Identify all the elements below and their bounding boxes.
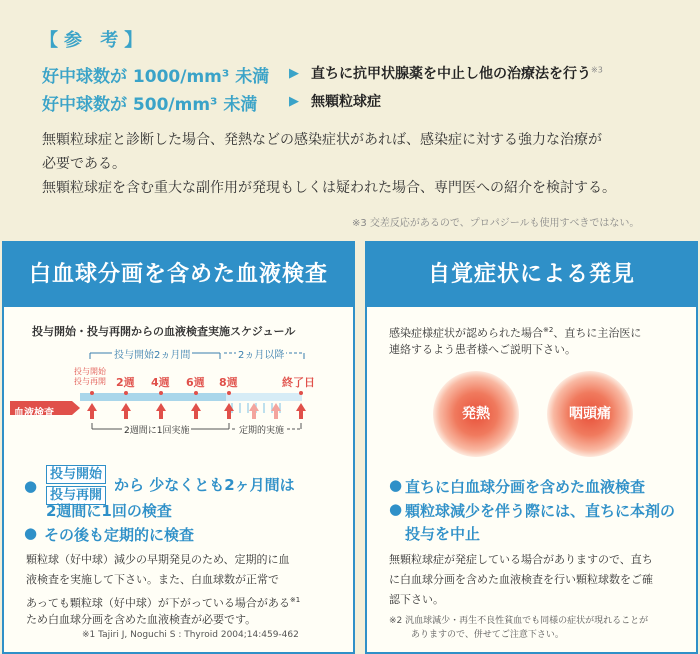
panel-header: 白血球分画を含めた血液検査 bbox=[4, 243, 353, 307]
bullet-2-text: 顆粒球減少を伴う際には、直ちに本剤の bbox=[405, 502, 676, 520]
test-arrows bbox=[87, 403, 234, 419]
description-line: 無顆粒球症が発症している場合がありますので、直ち bbox=[389, 553, 653, 566]
intro-line: 感染症様症状が認められた場合$^{※2}$、直ちに主治医に bbox=[389, 326, 642, 340]
description-line: 認下さい。 bbox=[389, 593, 444, 606]
restart-box: 投与再開 bbox=[46, 486, 106, 505]
week-label: 4週 bbox=[151, 376, 170, 389]
symptom-panel bbox=[365, 241, 698, 654]
action-1: 直ちに抗甲状腺薬を中止し他の治療法を行う$^{※3}$ bbox=[311, 65, 603, 82]
bullet-icon: ● bbox=[24, 524, 38, 542]
start-label: 投与開始 投与再開 bbox=[74, 367, 106, 386]
action-2: 無顆粒球症 bbox=[311, 94, 381, 110]
reference-section bbox=[0, 0, 700, 240]
reference-paragraph-line: 無顆粒球症を含む重大な副作用が発現もしくは疑われた場合、専門医への紹介を検討する。 bbox=[42, 180, 616, 196]
footnote: ※1 Tajiri J, Noguchi S : Thyroid 2004;14:459-462 bbox=[82, 630, 299, 640]
start-box: 投与開始 bbox=[46, 465, 106, 484]
bullet-1-line-2: 2週間に1回の検査 bbox=[46, 502, 172, 520]
condition-2: 好中球数が 500/mm³ 未満 bbox=[42, 95, 258, 115]
description-line: ため白血球分画を含めた血液検査が必要です。 bbox=[26, 613, 257, 626]
end-label: 終了日 bbox=[282, 376, 315, 389]
bullet-icon: ● bbox=[389, 500, 403, 518]
panel-header: 自覚症状による発見 bbox=[367, 243, 696, 307]
bullet-2-text: その後も定期的に検査 bbox=[44, 526, 195, 544]
schedule-title: 投与開始・投与再開からの血液検査実施スケジュール bbox=[32, 325, 296, 338]
period-label-1: 投与開始2ヵ月間 bbox=[112, 346, 192, 361]
bullet-2-line-2: 投与を中止 bbox=[405, 525, 481, 543]
reference-paragraph-line: 無顆粒球症と診断した場合、発熱などの感染症状があれば、感染症に対する強力な治療が bbox=[42, 132, 602, 148]
interval-label-1: 2週間に1回実施 bbox=[122, 423, 191, 436]
bullet-1-text: から 少なくとも2ヶ月間は bbox=[114, 476, 295, 494]
week-label: 8週 bbox=[219, 376, 238, 389]
symptom-fever: 発熱 bbox=[433, 371, 519, 457]
reference-paragraph-line: 必要である。 bbox=[42, 156, 126, 172]
timeline-bar-dashed bbox=[226, 393, 302, 401]
condition-1: 好中球数が 1000/mm³ 未満 bbox=[42, 67, 270, 87]
week-label: 2週 bbox=[116, 376, 135, 389]
blood-test-panel bbox=[2, 241, 355, 654]
description-line: 液検査を実施して下さい。また、白血球数が正常で bbox=[26, 573, 279, 586]
reference-note: ※3 交差反応があるので、プロパジールも使用すべきではない。 bbox=[352, 218, 640, 229]
start-box-group bbox=[46, 463, 106, 505]
bullet-icon: ● bbox=[389, 476, 403, 494]
bullet-icon: ● bbox=[24, 477, 38, 495]
timeline-bar-solid bbox=[80, 393, 226, 401]
footnote-line: ※2 汎血球減少・再生不良性貧血でも同様の症状が現れることが bbox=[389, 616, 649, 626]
interval-label-2: 定期的実施 bbox=[237, 423, 286, 436]
symptom-sore-throat: 咽頭痛 bbox=[547, 371, 633, 457]
description-line: あっても顆粒球（好中球）が下がっている場合がある$^{※1}$ bbox=[26, 596, 301, 610]
intro-line: 連絡するよう患者様へご説明下さい。 bbox=[389, 343, 576, 356]
blood-test-row-label: 血液検査 bbox=[14, 408, 54, 419]
week-label: 6週 bbox=[186, 376, 205, 389]
footnote-line: ありますので、併せてご注意下さい。 bbox=[411, 630, 564, 640]
description-line: に白血球分画を含めた血液検査を行い顆粒球数をご確 bbox=[389, 573, 653, 586]
arrow-right-icon: ▶ bbox=[289, 94, 299, 109]
description-line: 顆粒球（好中球）減少の早期発見のため、定期的に血 bbox=[26, 553, 290, 566]
arrow-right-icon: ▶ bbox=[289, 66, 299, 81]
reference-title: 【参 考】 bbox=[40, 30, 149, 51]
period-label-2: 2ヵ月以降 bbox=[236, 346, 286, 361]
bullet-1-text: 直ちに白血球分画を含めた血液検査 bbox=[405, 478, 646, 496]
